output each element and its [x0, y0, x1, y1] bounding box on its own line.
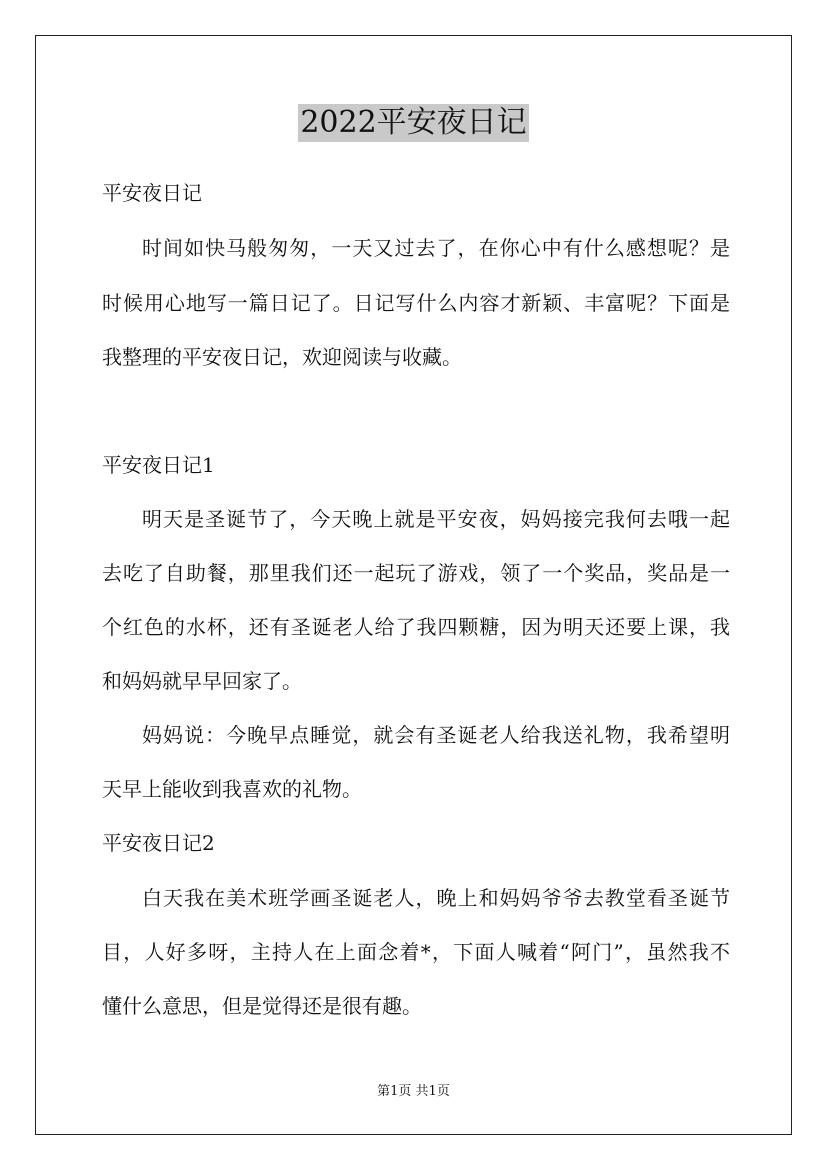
intro-heading: 平安夜日记 [102, 181, 202, 205]
section1-para2-line-2: 天早上能收到我喜欢的礼物。 [102, 777, 362, 801]
section1-para1-line-2: 去吃了自助餐，那里我们还一起玩了游戏，领了一个奖品，奖品是一 [102, 561, 730, 585]
title-wrap [0, 104, 827, 142]
intro-line-1: 时间如快马般匆匆，一天又过去了，在你心中有什么感想呢？是 [142, 236, 730, 260]
section2-para1-line-2: 目，人好多呀，主持人在上面念着*，下面人喊着“阿门”，虽然我不 [102, 940, 730, 964]
section1-para1-line-1: 明天是圣诞节了，今天晚上就是平安夜，妈妈接完我何去哦一起 [142, 507, 730, 531]
section1-heading: 平安夜日记1 [102, 453, 215, 477]
section2-heading: 平安夜日记2 [102, 831, 215, 855]
section1-para1-line-4: 和妈妈就早早回家了。 [102, 669, 302, 693]
section1-para1-line-3: 个红色的水杯，还有圣诞老人给了我四颗糖，因为明天还要上课，我 [102, 615, 730, 639]
intro-line-2: 时候用心地写一篇日记了。日记写什么内容才新颖、丰富呢？下面是 [102, 291, 730, 315]
page-number-text: 第1页 共1页 [377, 1084, 450, 1099]
section2-para1-line-1: 白天我在美术班学画圣诞老人，晚上和妈妈爷爷去教堂看圣诞节 [142, 886, 730, 910]
intro-line-3: 我整理的平安夜日记，欢迎阅读与收藏。 [102, 345, 462, 369]
page-footer [0, 1083, 827, 1101]
document-title: 2022平安夜日记 [300, 105, 527, 140]
section1-para2-line-1: 妈妈说：今晚早点睡觉，就会有圣诞老人给我送礼物，我希望明 [142, 723, 730, 747]
section2-para1-line-3: 懂什么意思，但是觉得还是很有趣。 [102, 994, 422, 1018]
